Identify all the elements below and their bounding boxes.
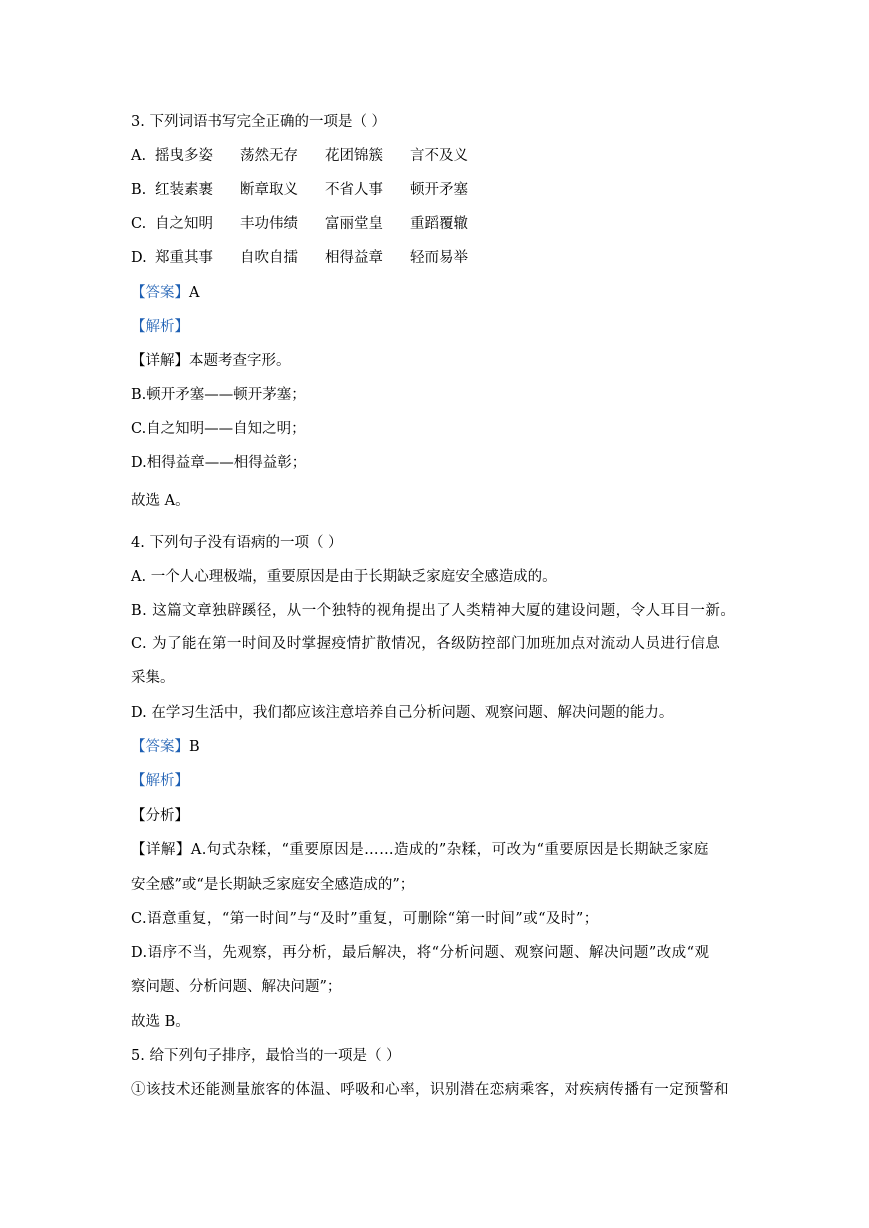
q4-answer (131, 737, 200, 757)
option-word: 荡然无存 (240, 148, 298, 164)
q3-detail-line: B.顿开矛塞——顿开茅塞； (131, 387, 306, 403)
option-word: 红装素裹 (155, 182, 213, 198)
q4-detail-line: D.语序不当，先观察，再分析，最后解决，将“分析问题、观察问题、解决问题”改成“观 (131, 945, 710, 961)
q3-detail-line: C.自之知明——自知之明； (131, 421, 306, 437)
detail-tag: 【详解】 (131, 353, 189, 369)
q3-detail-line: D.相得益章——相得益彰； (131, 455, 307, 471)
q4-conclusion: 故选 B。 (131, 1014, 190, 1030)
q4-detail-line: 察问题、分析问题、解决问题”； (131, 979, 342, 995)
option-word: 轻而易举 (410, 250, 468, 266)
q3-option-a (131, 146, 495, 166)
q4-option-d: D. 在学习生活中，我们都应该注意培养自己分析问题、观察问题、解决问题的能力。 (131, 705, 674, 721)
option-word: 郑重其事 (155, 250, 213, 266)
q3-option-b (131, 180, 495, 200)
option-word: 花团锦簇 (325, 148, 383, 164)
q4-analysis-tag: 【解析】 (131, 773, 189, 789)
detail-tag: 【详解】 (131, 842, 191, 858)
option-label: D. (131, 250, 147, 266)
option-word: 重蹈覆辙 (410, 216, 468, 232)
q4-option-a: A. 一个人心理极端，重要原因是由于长期缺乏家庭安全感造成的。 (131, 569, 557, 585)
answer-value: B (189, 739, 200, 755)
detail-text: 本题考查字形。 (189, 353, 291, 369)
q4-analyze-tag: 【分析】 (131, 808, 189, 824)
answer-tag: 【答案】 (131, 285, 189, 301)
option-label: C. (131, 216, 147, 232)
option-word: 摇曳多姿 (155, 148, 213, 164)
q5-sentence-1: ①该技术还能测量旅客的体温、呼吸和心率，识别潜在恋病乘客，对疾病传播有一定预警和 (131, 1082, 729, 1098)
option-word: 富丽堂皇 (325, 216, 383, 232)
option-label: B. (131, 182, 147, 198)
q3-option-d (131, 248, 495, 268)
option-word: 顿开矛塞 (410, 182, 468, 198)
q3-analysis-tag: 【解析】 (131, 319, 189, 335)
option-label: A. (131, 148, 147, 164)
q3-option-c (131, 214, 495, 234)
option-word: 丰功伟绩 (240, 216, 298, 232)
q3-conclusion: 故选 A。 (131, 493, 190, 509)
answer-value: A (189, 285, 200, 301)
q4-option-b: B. 这篇文章独辟蹊径，从一个独特的视角提出了人类精神大厦的建设问题，令人耳目一新。 (131, 603, 736, 619)
option-word: 不省人事 (325, 182, 383, 198)
option-word: 言不及义 (410, 148, 468, 164)
q3-answer (131, 283, 199, 303)
q4-option-c: C. 为了能在第一时间及时掌握疫情扩散情况，各级防控部门加班加点对流动人员进行信息 (131, 636, 721, 652)
q4-detail (131, 840, 709, 860)
option-word: 自吹自擂 (240, 250, 298, 266)
q4-detail-line: 安全感”或“是长期缺乏家庭安全感造成的”； (131, 877, 415, 893)
q4-stem: 4. 下列句子没有语病的一项（ ） (131, 535, 343, 551)
option-word: 相得益章 (325, 250, 383, 266)
q4-detail-line: C.语意重复，“第一时间”与“及时”重复，可删除“第一时间”或“及时”； (131, 911, 599, 927)
answer-tag: 【答案】 (131, 739, 189, 755)
q3-stem: 3. 下列词语书写完全正确的一项是（ ） (131, 114, 387, 130)
option-word: 断章取义 (240, 182, 298, 198)
q5-stem: 5. 给下列句子排序，最恰当的一项是（ ） (131, 1048, 401, 1064)
option-word: 自之知明 (155, 216, 213, 232)
detail-text: A.句式杂糅，“重要原因是……造成的”杂糅，可改为“重要原因是长期缺乏家庭 (190, 842, 709, 858)
q3-detail (131, 351, 291, 371)
q4-option-c-cont: 采集。 (131, 670, 175, 686)
